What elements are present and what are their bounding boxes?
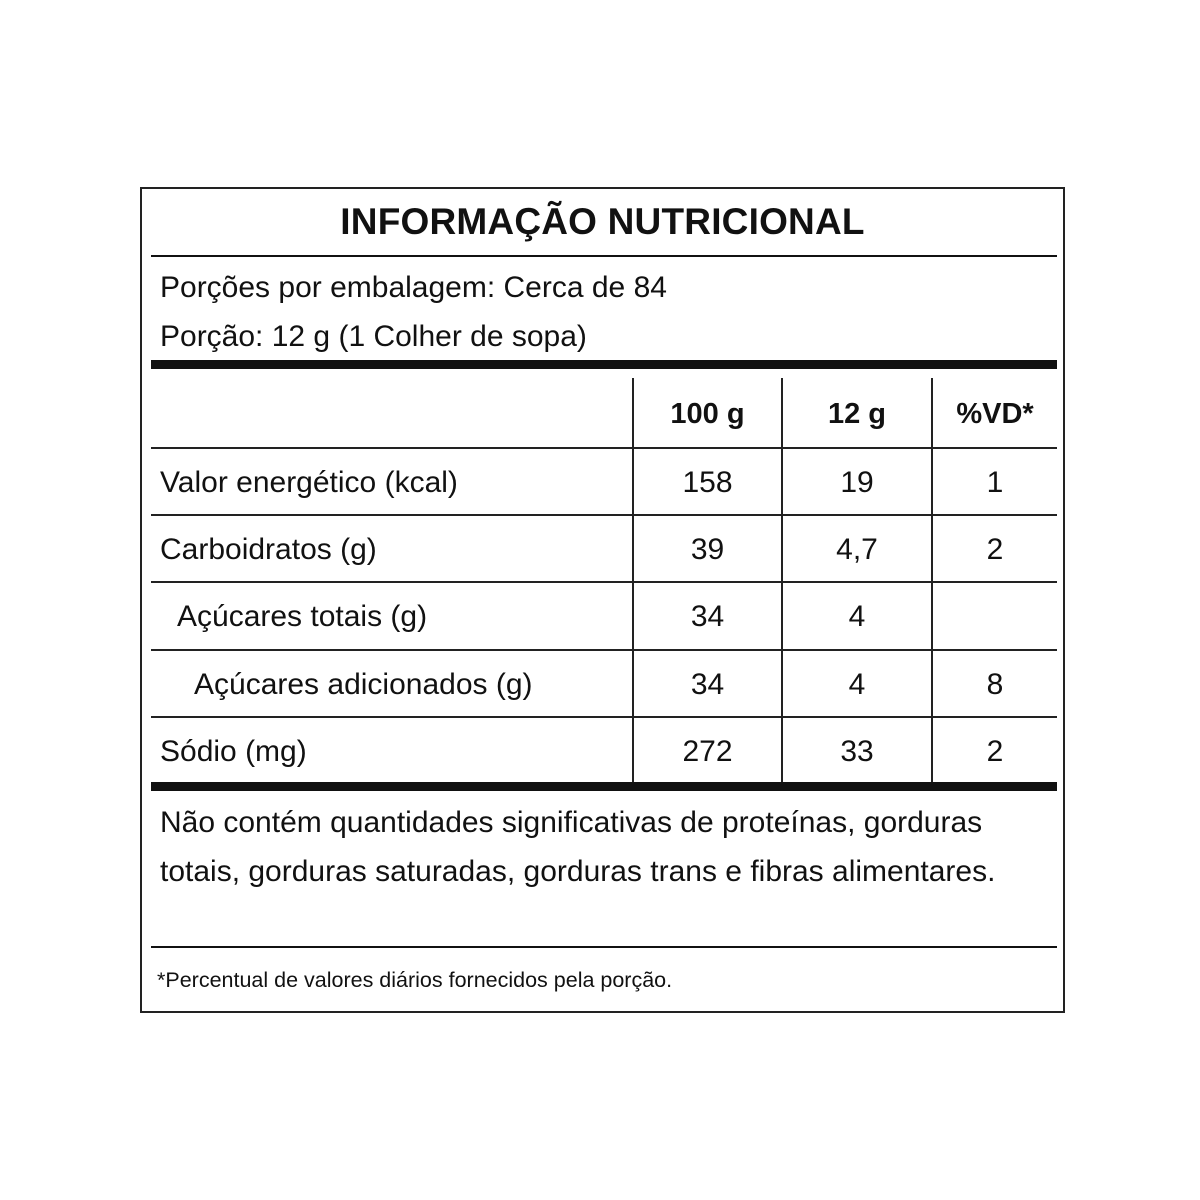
- servings-per-package: Porções por embalagem: Cerca de 84: [160, 271, 667, 304]
- value-per-portion: 4: [848, 668, 866, 701]
- header-per-100g: 100 g: [670, 398, 745, 430]
- value-daily: 8: [986, 668, 1004, 701]
- value-per-portion: 4,7: [836, 533, 878, 566]
- value-per-100g: 39: [690, 533, 725, 566]
- value-daily: 2: [986, 533, 1004, 566]
- value-per-portion: 19: [840, 466, 874, 499]
- nutrition-note: Não contém quantidades significativas de proteínas, gorduras totais, gorduras saturadas, gorduras trans e fibras alimentares.: [160, 806, 996, 888]
- value-per-100g: 158: [682, 466, 733, 499]
- nutrition-facts-label: [140, 187, 1065, 1013]
- nutrient-name: Açúcares totais (g): [177, 600, 428, 633]
- value-per-100g: 34: [690, 600, 725, 633]
- daily-value-footnote: *Percentual de valores diários fornecidos pela porção.: [157, 968, 673, 992]
- serving-size: Porção: 12 g (1 Colher de sopa): [160, 320, 587, 353]
- value-per-portion: 4: [848, 600, 866, 633]
- value-per-100g: 34: [690, 668, 725, 701]
- nutrient-name: Sódio (mg): [160, 735, 307, 768]
- row-divider: [151, 581, 1057, 583]
- value-daily: 1: [986, 466, 1004, 499]
- row-divider: [151, 447, 1057, 449]
- title-divider: [151, 255, 1057, 257]
- header-daily-value: %VD*: [956, 398, 1034, 430]
- value-per-100g: 272: [682, 735, 733, 768]
- table-bottom-divider: [151, 782, 1057, 791]
- footnote-divider: [151, 946, 1057, 948]
- nutrient-name: Açúcares adicionados (g): [194, 668, 533, 701]
- nutrient-name: Carboidratos (g): [160, 533, 377, 566]
- value-per-portion: 33: [840, 735, 874, 768]
- header-per-portion: 12 g: [827, 398, 887, 430]
- label-title: INFORMAÇÃO NUTRICIONAL: [340, 201, 865, 242]
- row-divider: [151, 716, 1057, 718]
- value-daily: 2: [986, 735, 1004, 768]
- nutrient-name: Valor energético (kcal): [160, 466, 458, 499]
- serving-divider: [151, 360, 1057, 369]
- row-divider: [151, 514, 1057, 516]
- row-divider: [151, 649, 1057, 651]
